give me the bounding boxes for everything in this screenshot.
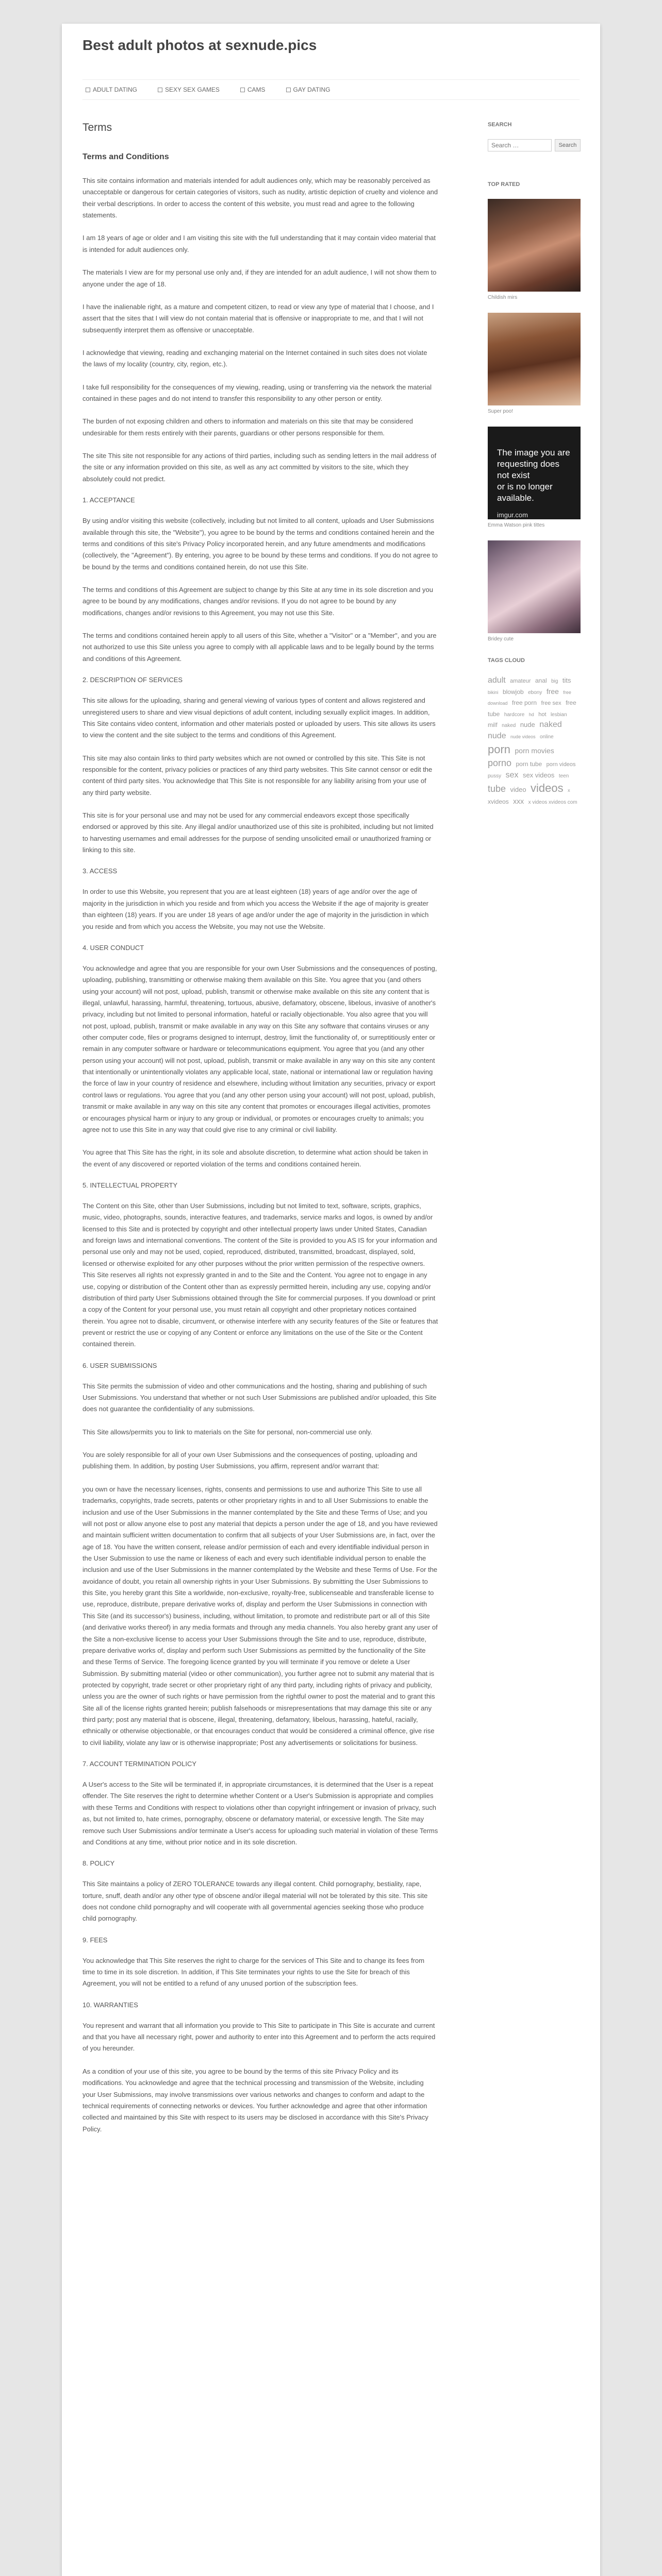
link-icon xyxy=(158,88,162,92)
nav-item[interactable] xyxy=(158,86,220,93)
nav-item[interactable] xyxy=(86,86,137,93)
top-rated-thumbnail-missing-image[interactable] xyxy=(488,427,581,519)
search-form xyxy=(488,139,581,151)
terms-paragraph: I acknowledge that viewing, reading and exchanging material on the Internet contained in such sites does not violate the laws of my locality (country, city, region, etc.). xyxy=(82,348,427,368)
tag-link[interactable]: nude videos xyxy=(510,734,536,739)
missing-image-text: or is no longer available. xyxy=(497,482,553,503)
terms-paragraph: You acknowledge that This Site reserves the right to charge for the services of This Site and to change its fees from time to time in its sole discretion. In addition, if This Site terminates your rights to use the Site for breach of this Agreement, you will not be entitled to a refund of any unused portion of the subscription fees. xyxy=(82,1956,425,1988)
section-heading: 10. WARRANTIES xyxy=(82,2001,138,2009)
search-button[interactable]: Search xyxy=(555,139,581,151)
search-widget-title: SEARCH xyxy=(488,122,512,128)
tag-link[interactable]: free xyxy=(546,687,559,696)
tag-link[interactable]: hardcore xyxy=(504,711,525,718)
top-rated-thumbnail[interactable] xyxy=(488,313,581,405)
top-rated-thumbnail[interactable] xyxy=(488,540,581,633)
section-heading: 7. ACCOUNT TERMINATION POLICY xyxy=(82,1760,197,1768)
tag-link[interactable]: xxx xyxy=(513,797,524,806)
tag-link[interactable]: naked xyxy=(502,723,516,729)
top-rated-caption[interactable]: Super poo! xyxy=(488,409,513,414)
nav-item-label: ADULT DATING xyxy=(93,86,138,93)
tag-link[interactable]: hot xyxy=(538,711,547,718)
tag-link[interactable]: video xyxy=(510,786,526,794)
tag-link[interactable]: free porn xyxy=(511,699,537,707)
terms-paragraph: This site is for your personal use and may not be used for any commercial endeavors except those specifically endorsed or approved by this site. Any illegal and/or unauthorized use of this site is prohibited, including but not limited to harvesting usernames and email addresses for the purpose of sending unsolicited email or unauthorized framing or linking to this site. xyxy=(82,811,434,854)
page-title: Terms xyxy=(82,122,112,133)
tag-link[interactable]: sex xyxy=(505,770,519,779)
tag-link[interactable]: big xyxy=(551,679,558,684)
terms-paragraph: This site allows for the uploading, sharing and general viewing of various types of content and allows registered and unregistered users to share and view visual depictions of adult content, including sexually explicit images. In addition, This Site contains video content, information and other materials posted or uploaded by users. This site allows its users to view the content and the site subject to the terms and conditions of this Agreement. xyxy=(82,697,436,739)
terms-paragraph: I take full responsibility for the consequences of my viewing, reading, using or transferring via the network the material contained in these pages and do not intend to transfer this responsibility to any other person or entity. xyxy=(82,383,432,403)
terms-paragraph: I am 18 years of age or older and I am visiting this site with the full understanding that it may contain video material that is intended for adult audiences only. xyxy=(82,234,436,253)
link-icon xyxy=(286,88,291,92)
sidebar xyxy=(488,122,581,807)
tag-link[interactable]: bikini xyxy=(488,689,499,695)
terms-paragraph: This site contains information and materials intended for adult audiences only, which may be reasonably perceived as unacceptable or dangerous for certain categories of visitors, such as nudity, artistic depiction of cruelty and violence and their verbal descriptions. In order to access the content of this website, you must read and agree to the following statements. xyxy=(82,177,438,219)
missing-image-text: The image you are xyxy=(497,448,570,457)
top-rated-caption[interactable]: Emma Watson pink tittes xyxy=(488,522,545,528)
link-icon xyxy=(86,88,90,92)
section-heading: 4. USER CONDUCT xyxy=(82,943,144,952)
terms-paragraph: This Site allows/permits you to link to materials on the Site for personal, non-commercial use only. xyxy=(82,1428,372,1436)
tag-link[interactable]: videos xyxy=(531,782,564,795)
tags-cloud-title: TAGS CLOUD xyxy=(488,657,525,664)
top-rated-caption[interactable]: Bridey cute xyxy=(488,636,514,642)
top-rated-list xyxy=(488,199,581,642)
page-container xyxy=(62,24,600,2576)
tag-link[interactable]: blowjob xyxy=(502,688,524,696)
tag-link[interactable]: nude xyxy=(520,721,535,729)
missing-image-brand: imgur.com xyxy=(497,511,528,519)
tag-link[interactable]: naked nude xyxy=(488,720,562,740)
tag-link[interactable]: pussy xyxy=(488,773,502,779)
tag-link[interactable]: lesbian xyxy=(550,711,567,718)
tag-link[interactable]: amateur xyxy=(510,678,531,684)
terms-paragraph: In order to use this Website, you represent that you are at least eighteen (18) years of age and/or over the age of majority in the jurisdiction in which you reside and from which you access the Website if the age of majority is greater than eighteen (18) years. If you are under 18 years of age and/or under the age of majority in the jurisdiction in which you reside and from which you access the Website, you may not use the Website. xyxy=(82,888,429,930)
tag-link[interactable]: anal xyxy=(535,677,547,684)
search-input[interactable] xyxy=(488,139,552,151)
tag-link[interactable]: porn xyxy=(488,742,511,756)
tag-link[interactable]: x videos xvideos com xyxy=(528,800,577,806)
main-navigation xyxy=(82,79,580,100)
tag-link[interactable]: free tube xyxy=(488,699,576,718)
terms-paragraph: You represent and warrant that all information you provide to This Site to participate in This Site is accurate and current and that you have all necessary right, power and authority to enter into this Agreement and to perform the acts required of you hereunder. xyxy=(82,2021,436,2053)
section-heading: 3. ACCESS xyxy=(82,867,118,875)
terms-paragraph: The site This site not responsible for any actions of third parties, including such as sending letters in the mail address of the site or any information provided on this site, as well as any act committed by visitors to the site, which they absolutely could not predict. xyxy=(82,452,437,483)
terms-paragraph: you own or have the necessary licenses, rights, consents and permissions to use and authorize This Site to use all trademarks, copyrights, trade secrets, patents or other proprietary rights in and to all User Submissions to enable the inclusion and use of the User Submissions in the manner contemplated by the Site and these Terms of Use; and you will not post or allow anyone else to post any material that depicts a person under the age of 18, and you have reviewed and maintain sufficient written documentation to confirm that all subjects of your User Submissions are, in fact, over the age of 18. You have the written consent, release and/or permission of each and every identifiable individual person in the User Submission to use the name or likeness of each and every such identifiable individual person to enable the inclusion and use of the User Submissions in the manner contemplated by the Website and these Terms of Use. For the avoidance of doubt, you retain all ownership rights in your User Submissions. By submitting the User Submissions to this Site, you hereby grant this Site a worldwide, non-exclusive, royalty-free, sublicenseable and transferable license to use, reproduce, distribute, prepare derivative works of, display and perform the User Submissions in connection with This Site (and its successor's) business, including, without limitation, to promote and redistribute part or all of this Site (and derivative works thereof) in any media formats and through any media channels. You also hereby grant any user of the Site a non-exclusive license to access your User Submissions through the Site and to use, reproduce, distribute, prepare derivative works of, display and perform such User Submissions as permitted by the functionality of the Site and these Terms of Service. The foregoing licence granted by you will terminate if you remove or delete a User Submission. By submitting material (video or other communication), you further agree not to submit any material that is protected by copyright, trade secret or other proprietary right of any third party, including rights of privacy and publicity, unless you are the owner of such rights or have permission from the rightful owner to post the material and to grant this Site all of the license rights granted herein; publish falsehoods or misrepresentations that may damage this site or any third party; post any material that is obscene, illegal, threatening, defamatory, libelous, harassing, hateful, racially, ethnically or otherwise objectionable, or that encourages conduct that would be considered a criminal offence, give rise to civil liability, violate any law or is otherwise inappropriate; Post any advertisements or solicitations for business. xyxy=(82,1485,438,1747)
tag-link[interactable]: hd xyxy=(528,711,534,717)
link-icon xyxy=(240,88,245,92)
terms-body xyxy=(82,175,438,2135)
tag-link[interactable]: tube xyxy=(488,784,506,794)
tag-link[interactable]: porn videos xyxy=(546,761,576,768)
terms-paragraph: The terms and conditions contained herein apply to all users of this Site, whether a "Visitor" or a "Member", and you are not authorized to use this Site unless you agree to comply with all applicable laws and to be legally bound by the terms and conditions of this Agreement. xyxy=(82,632,437,663)
site-title[interactable]: Best adult photos at sexnude.pics xyxy=(82,37,317,53)
section-heading: 6. USER SUBMISSIONS xyxy=(82,1361,157,1369)
top-rated-title: TOP RATED xyxy=(488,181,520,188)
terms-paragraph: I have the inalienable right, as a mature and competent citizen, to read or view any type of material that I choose, and I assert that the sites that I will view do not contain material that is offensive or inappropriate to me, and that I will not subsequently interpret them as offensive or unacceptable. xyxy=(82,302,434,334)
nav-item-label: SEXY SEX GAMES xyxy=(165,86,220,93)
tag-link[interactable]: teen xyxy=(558,773,569,779)
terms-paragraph: You agree that This Site has the right, in its sole and absolute discretion, to determine what action should be taken in the event of any discovered or reported violation of the terms and conditions contained herein. xyxy=(82,1148,428,1168)
terms-paragraph: This site may also contain links to third party websites which are not owned or controlled by this site. This Site is not responsible for the content, privacy policies or practices of any third party websites. This Site cannot censor or edit the content of third party sites. You acknowledge that This Site is not responsible for any liability arising from your use of any third party website. xyxy=(82,754,433,796)
terms-paragraph: As a condition of your use of this site, you agree to be bound by the terms of this site Privacy Policy and its modifications. You acknowledge and agree that the technical processing and transmission of the Website, including your User Submissions, may involve transmissions over various networks and changes to conform and adapt to the technical requirements of connecting networks or devices. You further acknowledge and agree that other information collected and maintained by this Site with respect to its users may be disclosed in accordance with this Site's Privacy Policy. xyxy=(82,2067,428,2133)
terms-paragraph: The materials I view are for my personal use only and, if they are intended for an adult audience, I will not show them to anyone under the age of 18. xyxy=(82,268,437,288)
missing-image-text: requesting does not exist xyxy=(497,459,559,481)
nav-item[interactable] xyxy=(286,86,330,93)
nav-item-label: CAMS xyxy=(247,86,266,93)
tag-link[interactable]: adult xyxy=(488,676,506,685)
tag-link[interactable]: free sex xyxy=(541,700,561,707)
terms-paragraph: A User's access to the Site will be terminated if, in appropriate circumstances, it is determined that the User is a repeat offender. The Site reserves the right to determine whether Content or a User's Submission is appropriate and complies with these Terms and Conditions with respect to violations other than copyright infringement or invasion of privacy, such as, but not limited to, hate crimes, pornography, obscene or defamatory material, or excessive length. The Site may remove such User Submissions and/or terminate a User's access for uploading such material in violation of these Terms and Conditions at any time, without prior notice and in its sole discretion. xyxy=(82,1781,438,1846)
terms-paragraph: You are solely responsible for all of your own User Submissions and the consequences of posting, uploading and publishing them. In addition, by posting User Submissions, you affirm, represent and/or warrant that: xyxy=(82,1451,418,1470)
section-heading: 8. POLICY xyxy=(82,1859,115,1868)
terms-paragraph: This Site maintains a policy of ZERO TOLERANCE towards any illegal content. Child pornography, bestiality, rape, torture, snuff, death and/or any other type of obscene and/or illegal material will not be tolerated by this site. This site does not condone child pornography and will cooperate with all governmental agencies seeking those who produce child pornography. xyxy=(82,1880,428,1923)
nav-item-label: GAY DATING xyxy=(293,86,330,93)
main-content xyxy=(82,122,438,2146)
terms-paragraph: The terms and conditions of this Agreement are subject to change by this Site at any time in its sole discretion and you agree to be bound by any modifications, changes and/or revisions. If you do not agree to be bound by any modifications, changes and/or revisions to this Agreement, you may not use this Site. xyxy=(82,585,433,617)
terms-paragraph: The Content on this Site, other than User Submissions, including but not limited to text, software, scripts, graphics, music, video, photographs, sounds, interactive features, and trademarks, service marks and logos, is owned by and/or licensed to this Site and is protected by copyright and other intellectual property laws under United States, Canadian and foreign laws and international conventions. The content of the Site is provided to you AS IS for your information and personal use only and may not be used, copied, reproduced, distributed, transmitted, broadcast, displayed, sold, licensed or otherwise exploited for any other purposes without the prior written permission of the respective owners. This Site reserves all rights not expressly granted in and to the Site and the Content. You agree not to engage in any use, copying or distribution of the Content other than as expressly permitted herein, including any use, copying and/or distribution of third party User Submissions obtained through the Site for commercial purposes. If you download or print a copy of the Content for your personal use, you must retain all copyright and other proprietary notices contained therein. You agree not to disable, circumvent, or otherwise interfere with any security features of the Site or features that prevent or restrict the use or copying of any Content or enforce any limitations on the use of the Site or the Content contained therein. xyxy=(82,1202,438,1348)
section-heading: 9. FEES xyxy=(82,1936,108,1944)
tag-link[interactable]: porn tube xyxy=(516,760,542,768)
tag-link[interactable]: free download xyxy=(488,689,571,706)
terms-paragraph: This Site permits the submission of video and other communications and the hosting, sharing and publishing of such User Submissions. You understand that whether or not such User Submissions are published and/or uploaded, this Site does not guarantee the confidentiality of any submissions. xyxy=(82,1382,437,1413)
tag-link[interactable]: sex videos xyxy=(522,771,555,779)
tag-link[interactable]: ebony xyxy=(528,689,542,696)
terms-paragraph: The burden of not exposing children and others to information and materials on this site that may be considered undesirable for them rests entirely with their parents, guardians or other persons responsible for them. xyxy=(82,417,413,437)
terms-heading: Terms and Conditions xyxy=(82,152,169,161)
tag-link[interactable]: online xyxy=(540,734,554,740)
tag-link[interactable]: porn movies xyxy=(515,746,554,755)
terms-paragraph: You acknowledge and agree that you are responsible for your own User Submissions and the consequences of posting, uploading, publishing, transmitting or otherwise making them available on this Site. You agree that you (and others using your account) will not post, upload, publish, transmit or otherwise make available on this site any content that is illegal, unlawful, harassing, harmful, threatening, tortuous, abusive, defamatory, obscene, libelous, invasive of another's privacy, including but not limited to personal information, hateful or racially objectionable. You also agree that you will not post, upload, publish, transmit or make available in any way on this Site any software that contains viruses or any other computer code, files or programs designed to interrupt, destroy, limit the functionality of, or surreptitiously enter or remain in any computer software or hardware or telecommunications equipment. You agree that you (and any other person using your account) will not post, upload, publish, transmit or make available in any way on this site any content that intentionally or unintentionally violates any applicable local, state, national or international law or regulation having the force of law in your country of residence and elsewhere, including without limitation any securities, privacy or export control laws or regulations. You agree that you (and any other person using your account) will not post, upload, publish, transmit or make available in any way on this site any content that promotes or encourages illegal activities, promotes or encourages physical harm or injury to any group or individual, or promotes or encourages cruelty to animals; you agree not to use this Site in any way that could give rise to any criminal or civil liability. xyxy=(82,964,437,1133)
tag-link[interactable]: milf xyxy=(488,721,498,729)
section-heading: 1. ACCEPTANCE xyxy=(82,496,135,504)
terms-paragraph: By using and/or visiting this website (collectively, including but not limited to all content, uploads and User Submissions available through this site, the "Website"), you agree to be bound by the terms and conditions contained herein and the terms and conditions of this site's Privacy Policy incorporated herein, and any future amendments and modifications (collectively, the "Agreement"). By entering, you agree to be bound by these terms and conditions. If you do not agree to be bound by the terms and conditions contained herein, do not use this Site. xyxy=(82,517,438,571)
tag-link[interactable]: tits xyxy=(562,676,571,684)
section-heading: 5. INTELLECTUAL PROPERTY xyxy=(82,1181,178,1189)
nav-item[interactable] xyxy=(240,86,266,93)
section-heading: 2. DESCRIPTION OF SERVICES xyxy=(82,676,183,684)
tag-cloud xyxy=(488,675,581,807)
tag-link[interactable]: xvideos xyxy=(488,798,509,806)
tag-link[interactable]: porno xyxy=(488,758,512,769)
top-rated-caption[interactable]: Childish mirs xyxy=(488,295,518,300)
tag-link[interactable]: x xyxy=(568,788,570,793)
top-rated-thumbnail[interactable] xyxy=(488,199,581,292)
